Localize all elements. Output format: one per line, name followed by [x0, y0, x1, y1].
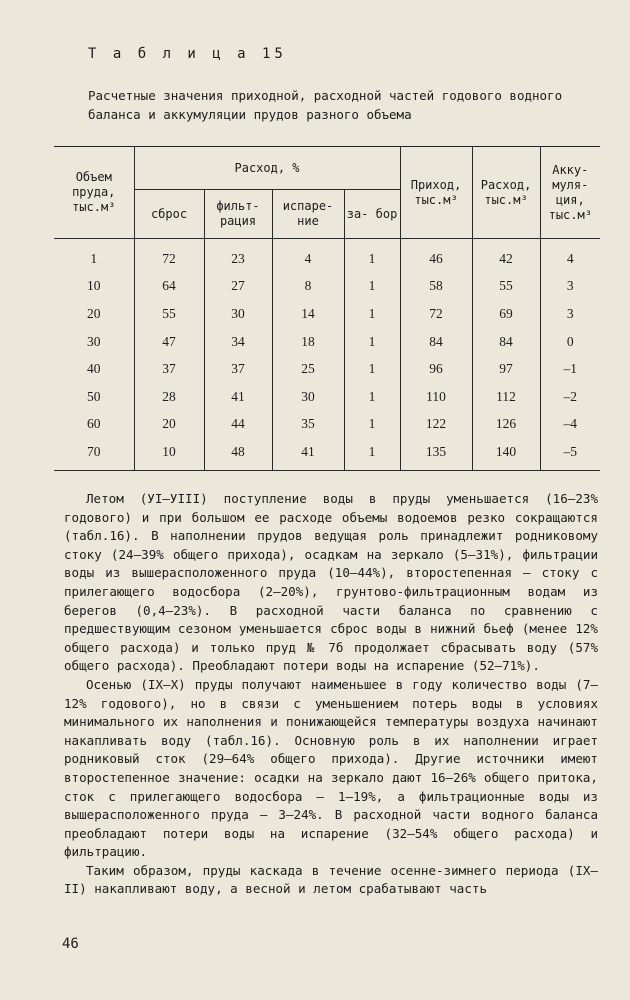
table-cell: 46: [400, 239, 472, 273]
table-caption: Расчетные значения приходной, расходной частей годового водного баланса и аккумуляции прудов разного объема: [88, 88, 563, 122]
table-cell: 50: [54, 383, 134, 411]
table-cell: 48: [204, 438, 272, 470]
table-cell: 55: [134, 300, 204, 328]
header-outflow-total: Расход, тыс.м³: [472, 147, 540, 239]
table-cell: 30: [272, 383, 344, 411]
table-cell: 42: [472, 239, 540, 273]
header-outflow-group: Расход, %: [134, 147, 400, 190]
table-cell: 23: [204, 239, 272, 273]
header-income: Приход, тыс.м³: [400, 147, 472, 239]
table-cell: 1: [344, 239, 400, 273]
table-cell: 14: [272, 300, 344, 328]
page-number: 46: [62, 936, 79, 952]
table-cell: 40: [54, 355, 134, 383]
table-number: Т а б л и ц а 15: [88, 46, 287, 62]
table-cell: 1: [344, 300, 400, 328]
table-cell: 84: [472, 328, 540, 356]
table-row: [54, 383, 600, 411]
table-cell: 3: [540, 273, 600, 301]
table-cell: 97: [472, 355, 540, 383]
table-cell: 47: [134, 328, 204, 356]
table-cell: –5: [540, 438, 600, 470]
table-cell: 69: [472, 300, 540, 328]
table-cell: 25: [272, 355, 344, 383]
table-cell: 3: [540, 300, 600, 328]
table-cell: 122: [400, 411, 472, 439]
paragraph: Летом (УI–УIII) поступление воды в пруды уменьшается (16–23% годового) и при большом ее расходе объемы водоемов резко сокращаются (табл.16). В наполнении прудов ведущая роль принадлежит родниковому стоку (24–39% общего прихода), осадкам на зеркало (5–31%), фильтрации воды из вышерасположенного пруда (10–44%), второстепенная – стоку с прилегающего водосбора (2–20%), грунтово-фильтрационным водам из берегов (0,4–23%). В расходной части баланса по сравнению с предшествующим сезоном уменьшается сброс воды в нижний бьеф (менее 12% общего расхода) и только пруд № 7б продолжает сбрасывать воду (57% общего расхода). Преобладают потери воды на испарение (52–71%).: [64, 491, 598, 674]
body-text: [64, 490, 598, 899]
table-row: [54, 273, 600, 301]
table-cell: 37: [134, 355, 204, 383]
table-cell: 58: [400, 273, 472, 301]
table-cell: –4: [540, 411, 600, 439]
table-cell: 10: [54, 273, 134, 301]
table-cell: 1: [344, 273, 400, 301]
table-row: [54, 328, 600, 356]
table-cell: 28: [134, 383, 204, 411]
water-balance-table: [54, 146, 600, 471]
table-row: [54, 438, 600, 470]
paragraph: Таким образом, пруды каскада в течение осенне-зимнего периода (IX–II) накапливают воду, а весной и летом срабатывают часть: [64, 862, 598, 897]
header-evaporation: испаре- ние: [272, 190, 344, 239]
header-withdrawal: за- бор: [344, 190, 400, 239]
table-cell: 1: [344, 438, 400, 470]
table-cell: 20: [54, 300, 134, 328]
table-cell: 60: [54, 411, 134, 439]
table-cell: 1: [54, 239, 134, 273]
table-row: [54, 355, 600, 383]
table-cell: 1: [344, 328, 400, 356]
table-cell: 4: [540, 239, 600, 273]
table-cell: 27: [204, 273, 272, 301]
table-cell: 72: [400, 300, 472, 328]
table-cell: 72: [134, 239, 204, 273]
table-cell: 96: [400, 355, 472, 383]
table-row: [54, 239, 600, 273]
header-accumulation: Акку- муля- ция, тыс.м³: [540, 147, 600, 239]
table-row: [54, 411, 600, 439]
table-cell: –2: [540, 383, 600, 411]
table-cell: 10: [134, 438, 204, 470]
header-discharge: сброс: [134, 190, 204, 239]
table-cell: 84: [400, 328, 472, 356]
table-cell: 41: [204, 383, 272, 411]
table-cell: 20: [134, 411, 204, 439]
table-cell: 0: [540, 328, 600, 356]
header-filtration: фильт- рация: [204, 190, 272, 239]
table-cell: 1: [344, 383, 400, 411]
table-cell: 8: [272, 273, 344, 301]
header-volume: Объем пруда, тыс.м³: [54, 147, 134, 239]
table-cell: 140: [472, 438, 540, 470]
table-cell: 34: [204, 328, 272, 356]
table-cell: 70: [54, 438, 134, 470]
table-cell: 18: [272, 328, 344, 356]
table-cell: 1: [344, 411, 400, 439]
table-row: [54, 300, 600, 328]
table-cell: 55: [472, 273, 540, 301]
table-cell: 64: [134, 273, 204, 301]
table-cell: 37: [204, 355, 272, 383]
table-cell: –1: [540, 355, 600, 383]
table-cell: 4: [272, 239, 344, 273]
table-cell: 30: [204, 300, 272, 328]
table-cell: 41: [272, 438, 344, 470]
table-cell: 35: [272, 411, 344, 439]
table-cell: 126: [472, 411, 540, 439]
paragraph: Осенью (IX–X) пруды получают наименьшее в году количество воды (7–12% годового), но в связи с уменьшением потерь воды в условиях минимального их наполнения и понижающейся температуры воздуха начинают накапливать воду (табл.16). Основную роль в их наполнении играет родниковый сток (29–64% общего прихода). Другие источники имеют второстепенное значение: осадки на зеркало дают 16–26% общего притока, сток с прилегающего водосбора – 1–19%, а фильтрационные воды из вышерасположенного пруда – 3–24%. В расходной части водного баланса преобладают потери воды на испарение (32–54% общего расхода) и фильтрацию.: [64, 676, 598, 860]
table-cell: 135: [400, 438, 472, 470]
table-cell: 44: [204, 411, 272, 439]
table-cell: 110: [400, 383, 472, 411]
table-cell: 112: [472, 383, 540, 411]
table-cell: 30: [54, 328, 134, 356]
table-cell: 1: [344, 355, 400, 383]
